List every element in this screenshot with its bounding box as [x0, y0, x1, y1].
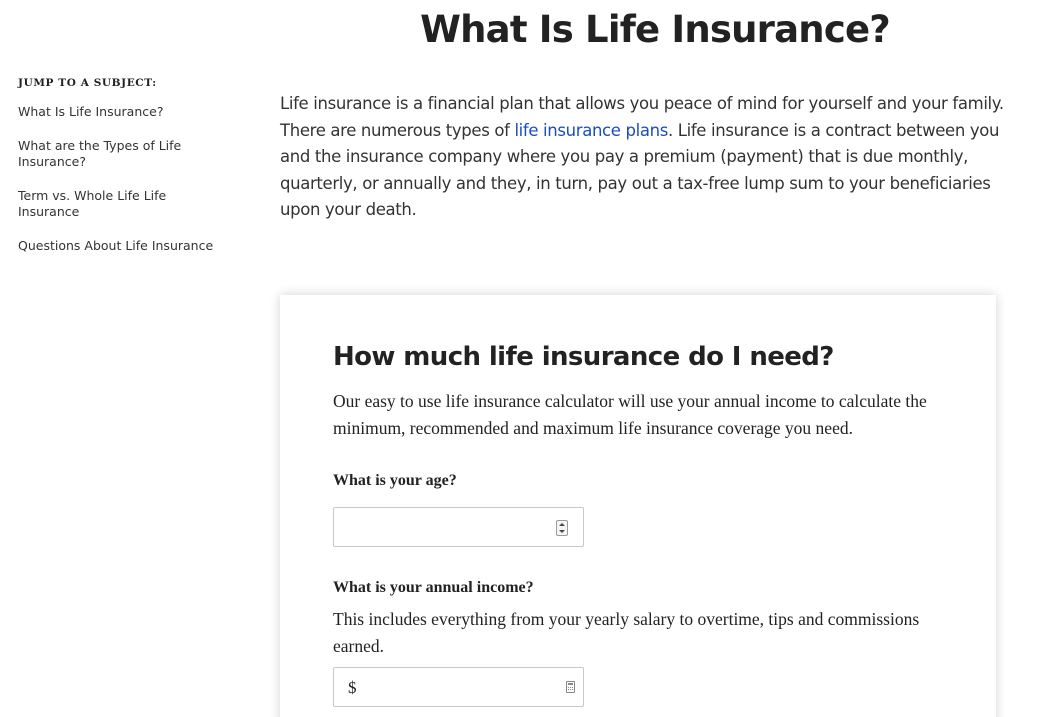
intro-text-start: Life insurance is a financial plan that allows you peace of mind for yourself and your family. There are numerous types of — [280, 94, 1004, 140]
number-spinner-icon[interactable] — [556, 520, 568, 536]
currency-symbol: $ — [348, 678, 357, 697]
annual-income-label: What is your annual income? — [333, 579, 534, 596]
life-insurance-plans-link[interactable]: life insurance plans — [514, 120, 668, 140]
annual-income-help: This includes everything from your yearly salary to overtime, tips and commissions earned. — [333, 609, 920, 656]
intro-paragraph — [280, 91, 1028, 224]
jump-to-subject-nav — [18, 76, 228, 272]
sidebar-item-what-is-life-insurance[interactable]: What Is Life Insurance? — [18, 104, 164, 119]
calculator-title: How much life insurance do I need? — [333, 342, 834, 372]
calculator-icon — [566, 681, 575, 693]
sidebar-item-types-of-life-insurance[interactable]: What are the Types of Life Insurance? — [18, 138, 182, 169]
age-label: What is your age? — [333, 472, 457, 489]
intro-text-end: . Life insurance is a contract between you and the insurance company where you pay a premium (payment) that is due monthly, quarterly, or annually and they, in turn, pay out a tax-free lump sum to your beneficiaries upon your death. — [280, 120, 1000, 219]
sidebar-item-term-vs-whole-life[interactable]: Term vs. Whole Life Life Insurance — [18, 188, 167, 219]
life-insurance-calculator-card — [280, 295, 996, 717]
sidebar-item-questions[interactable]: Questions About Life Insurance — [18, 238, 214, 253]
annual-income-input[interactable] — [333, 667, 584, 707]
age-input[interactable] — [333, 507, 584, 547]
sidebar-list — [18, 104, 228, 254]
page-title: What Is Life Insurance? — [420, 8, 890, 51]
sidebar-heading: JUMP TO A SUBJECT: — [18, 77, 157, 89]
calculator-description: Our easy to use life insurance calculator will use your annual income to calculate the minimum, recommended and maximum life insurance coverage you need. — [333, 391, 927, 438]
